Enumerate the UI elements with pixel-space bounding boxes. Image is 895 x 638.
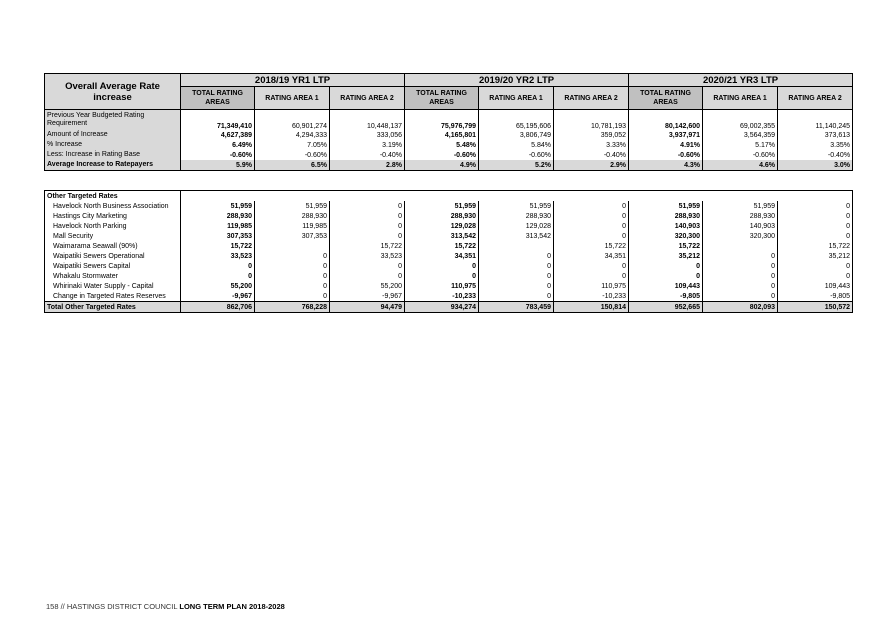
value-cell: 0 xyxy=(255,291,330,302)
row-label: Average Increase to Ratepayers xyxy=(45,160,181,171)
row-label: Previous Year Budgeted Rating Requirement xyxy=(45,110,181,131)
value-cell: 129,028 xyxy=(479,221,554,231)
value-cell: 3,937,971 xyxy=(629,130,703,140)
other-targeted-rates-table xyxy=(44,190,853,313)
table-row xyxy=(45,221,853,231)
total-value-cell: 150,572 xyxy=(778,302,853,313)
value-cell: 320,300 xyxy=(703,231,778,241)
value-cell: 69,002,355 xyxy=(703,110,778,131)
value-cell: 109,443 xyxy=(778,281,853,291)
row-label: Waipatiki Sewers Capital xyxy=(45,261,181,271)
value-cell: 333,056 xyxy=(330,130,405,140)
total-value-cell: 768,228 xyxy=(255,302,330,313)
value-cell: 110,975 xyxy=(405,281,479,291)
value-cell: 6.5% xyxy=(255,160,330,171)
column-header: TOTAL RATING AREAS xyxy=(629,87,703,110)
row-label: Whakalu Stormwater xyxy=(45,271,181,281)
column-header: RATING AREA 1 xyxy=(479,87,554,110)
total-value-cell: 862,706 xyxy=(181,302,255,313)
value-cell: -0.40% xyxy=(778,150,853,160)
row-label: Whirinaki Water Supply - Capital xyxy=(45,281,181,291)
value-cell: 0 xyxy=(703,251,778,261)
value-cell: -9,805 xyxy=(629,291,703,302)
value-cell: 288,930 xyxy=(255,211,330,221)
value-cell: 0 xyxy=(554,271,629,281)
value-cell: 0 xyxy=(330,261,405,271)
value-cell: 5.84% xyxy=(479,140,554,150)
value-cell: 313,542 xyxy=(405,231,479,241)
value-cell: -9,805 xyxy=(778,291,853,302)
value-cell: 0 xyxy=(629,271,703,281)
value-cell: -0.60% xyxy=(479,150,554,160)
value-cell: 15,722 xyxy=(629,241,703,251)
value-cell: 140,903 xyxy=(703,221,778,231)
value-cell: 0 xyxy=(181,261,255,271)
column-header: TOTAL RATING AREAS xyxy=(405,87,479,110)
total-value-cell: 150,814 xyxy=(554,302,629,313)
value-cell: 0 xyxy=(778,211,853,221)
value-cell: 5.48% xyxy=(405,140,479,150)
value-cell: 0 xyxy=(703,291,778,302)
value-cell: 71,349,410 xyxy=(181,110,255,131)
table-row xyxy=(45,211,853,221)
row-label: Havelock North Parking xyxy=(45,221,181,231)
value-cell: -0.60% xyxy=(181,150,255,160)
value-cell: 140,903 xyxy=(629,221,703,231)
value-cell: 109,443 xyxy=(629,281,703,291)
value-cell: 33,523 xyxy=(330,251,405,261)
value-cell: -0.60% xyxy=(255,150,330,160)
value-cell xyxy=(255,241,330,251)
value-cell: 2.9% xyxy=(554,160,629,171)
value-cell: 3,564,359 xyxy=(703,130,778,140)
value-cell: 15,722 xyxy=(778,241,853,251)
value-cell: 3.33% xyxy=(554,140,629,150)
value-cell: 51,959 xyxy=(479,201,554,211)
value-cell: 288,930 xyxy=(629,211,703,221)
value-cell: 0 xyxy=(330,211,405,221)
value-cell: -0.60% xyxy=(703,150,778,160)
row-label: Less: Increase in Rating Base xyxy=(45,150,181,160)
page-footer xyxy=(46,602,285,611)
table-row xyxy=(45,130,853,140)
value-cell: 0 xyxy=(255,271,330,281)
table-title: Overall Average Rate increase xyxy=(45,74,181,110)
value-cell: 0 xyxy=(778,201,853,211)
value-cell: 288,930 xyxy=(479,211,554,221)
value-cell xyxy=(479,241,554,251)
row-label: Amount of Increase xyxy=(45,130,181,140)
value-cell: 2.8% xyxy=(330,160,405,171)
value-cell: 0 xyxy=(255,261,330,271)
value-cell: 0 xyxy=(405,271,479,281)
value-cell: 5.17% xyxy=(703,140,778,150)
value-cell: 0 xyxy=(703,271,778,281)
table-row xyxy=(45,160,853,171)
value-cell: 313,542 xyxy=(479,231,554,241)
value-cell: 15,722 xyxy=(330,241,405,251)
table-row xyxy=(45,150,853,160)
row-label: Hastings City Marketing xyxy=(45,211,181,221)
value-cell: 320,300 xyxy=(629,231,703,241)
value-cell: 373,613 xyxy=(778,130,853,140)
value-cell: 65,195,606 xyxy=(479,110,554,131)
value-cell: 10,448,137 xyxy=(330,110,405,131)
value-cell: 0 xyxy=(255,251,330,261)
row-label: Havelock North Business Association xyxy=(45,201,181,211)
value-cell: 60,901,274 xyxy=(255,110,330,131)
value-cell: 288,930 xyxy=(181,211,255,221)
value-cell: 15,722 xyxy=(554,241,629,251)
table-row xyxy=(45,241,853,251)
value-cell: 34,351 xyxy=(554,251,629,261)
value-cell: 0 xyxy=(479,291,554,302)
table-row xyxy=(45,261,853,271)
section-heading: Other Targeted Rates xyxy=(45,191,181,202)
value-cell: 307,353 xyxy=(255,231,330,241)
value-cell: 119,985 xyxy=(255,221,330,231)
value-cell: -9,967 xyxy=(330,291,405,302)
value-cell: -0.60% xyxy=(405,150,479,160)
value-cell: 33,523 xyxy=(181,251,255,261)
total-value-cell: 94,479 xyxy=(330,302,405,313)
value-cell: -9,967 xyxy=(181,291,255,302)
value-cell: 4.3% xyxy=(629,160,703,171)
total-label: Total Other Targeted Rates xyxy=(45,302,181,313)
value-cell: 0 xyxy=(330,271,405,281)
value-cell: 0 xyxy=(330,231,405,241)
table-row xyxy=(45,201,853,211)
value-cell: 359,052 xyxy=(554,130,629,140)
value-cell: 3,806,749 xyxy=(479,130,554,140)
value-cell: 80,142,600 xyxy=(629,110,703,131)
value-cell: 0 xyxy=(479,251,554,261)
value-cell: 110,975 xyxy=(554,281,629,291)
value-cell: 0 xyxy=(778,221,853,231)
value-cell: 307,353 xyxy=(181,231,255,241)
year-group-header: 2020/21 YR3 LTP xyxy=(629,74,853,87)
value-cell: 7.05% xyxy=(255,140,330,150)
value-cell: 51,959 xyxy=(629,201,703,211)
row-label: Change in Targeted Rates Reserves xyxy=(45,291,181,302)
value-cell: 51,959 xyxy=(255,201,330,211)
row-label: Mall Security xyxy=(45,231,181,241)
table-row xyxy=(45,281,853,291)
value-cell: 0 xyxy=(629,261,703,271)
value-cell: 34,351 xyxy=(405,251,479,261)
total-value-cell: 802,093 xyxy=(703,302,778,313)
value-cell: 0 xyxy=(479,281,554,291)
value-cell: 6.49% xyxy=(181,140,255,150)
value-cell: 288,930 xyxy=(405,211,479,221)
value-cell: 55,200 xyxy=(330,281,405,291)
value-cell: 0 xyxy=(554,221,629,231)
total-value-cell: 952,665 xyxy=(629,302,703,313)
value-cell: 35,212 xyxy=(629,251,703,261)
value-cell: 129,028 xyxy=(405,221,479,231)
table-row xyxy=(45,271,853,281)
value-cell: 51,959 xyxy=(405,201,479,211)
value-cell: 11,140,245 xyxy=(778,110,853,131)
year-group-header: 2018/19 YR1 LTP xyxy=(181,74,405,87)
value-cell: 4.6% xyxy=(703,160,778,171)
value-cell: 4,627,389 xyxy=(181,130,255,140)
value-cell: 15,722 xyxy=(181,241,255,251)
value-cell: 0 xyxy=(778,261,853,271)
value-cell: 75,976,799 xyxy=(405,110,479,131)
value-cell: 4.9% xyxy=(405,160,479,171)
table-row xyxy=(45,291,853,302)
value-cell: 3.35% xyxy=(778,140,853,150)
value-cell: 4,165,801 xyxy=(405,130,479,140)
value-cell: 35,212 xyxy=(778,251,853,261)
value-cell: 0 xyxy=(554,201,629,211)
column-header: RATING AREA 1 xyxy=(703,87,778,110)
table-row xyxy=(45,110,853,131)
footer-prefix: 158 // HASTINGS DISTRICT COUNCIL xyxy=(46,602,180,611)
total-value-cell: 783,459 xyxy=(479,302,554,313)
value-cell: 0 xyxy=(554,211,629,221)
footer-title: LONG TERM PLAN 2018-2028 xyxy=(179,602,285,611)
value-cell: 5.2% xyxy=(479,160,554,171)
total-value-cell: 934,274 xyxy=(405,302,479,313)
year-group-header: 2019/20 YR2 LTP xyxy=(405,74,629,87)
table-row xyxy=(45,140,853,150)
value-cell: 5.9% xyxy=(181,160,255,171)
value-cell: 288,930 xyxy=(703,211,778,221)
column-header: RATING AREA 2 xyxy=(554,87,629,110)
table-row xyxy=(45,251,853,261)
value-cell: -10,233 xyxy=(405,291,479,302)
value-cell: 0 xyxy=(330,221,405,231)
value-cell: 0 xyxy=(778,231,853,241)
value-cell: 4.91% xyxy=(629,140,703,150)
column-header: TOTAL RATING AREAS xyxy=(181,87,255,110)
value-cell: 3.19% xyxy=(330,140,405,150)
value-cell: 3.0% xyxy=(778,160,853,171)
value-cell: 0 xyxy=(554,261,629,271)
row-label: % Increase xyxy=(45,140,181,150)
value-cell: 0 xyxy=(554,231,629,241)
value-cell: 15,722 xyxy=(405,241,479,251)
value-cell: 10,781,193 xyxy=(554,110,629,131)
column-header: RATING AREA 1 xyxy=(255,87,330,110)
value-cell: 0 xyxy=(703,281,778,291)
value-cell: -0.40% xyxy=(554,150,629,160)
table-row xyxy=(45,231,853,241)
value-cell: -0.60% xyxy=(629,150,703,160)
value-cell: 0 xyxy=(330,201,405,211)
value-cell: 4,294,333 xyxy=(255,130,330,140)
value-cell: 0 xyxy=(479,261,554,271)
value-cell: 0 xyxy=(703,261,778,271)
value-cell: 0 xyxy=(405,261,479,271)
value-cell: 0 xyxy=(181,271,255,281)
column-header: RATING AREA 2 xyxy=(330,87,405,110)
value-cell: -0.40% xyxy=(330,150,405,160)
row-label: Waipatiki Sewers Operational xyxy=(45,251,181,261)
value-cell: 0 xyxy=(255,281,330,291)
rate-increase-table xyxy=(44,73,853,171)
value-cell: -10,233 xyxy=(554,291,629,302)
column-header: RATING AREA 2 xyxy=(778,87,853,110)
row-label: Waimarama Seawall (90%) xyxy=(45,241,181,251)
value-cell: 51,959 xyxy=(181,201,255,211)
value-cell: 55,200 xyxy=(181,281,255,291)
value-cell: 0 xyxy=(479,271,554,281)
value-cell: 119,985 xyxy=(181,221,255,231)
value-cell xyxy=(703,241,778,251)
value-cell: 0 xyxy=(778,271,853,281)
total-row xyxy=(45,302,853,313)
value-cell: 51,959 xyxy=(703,201,778,211)
